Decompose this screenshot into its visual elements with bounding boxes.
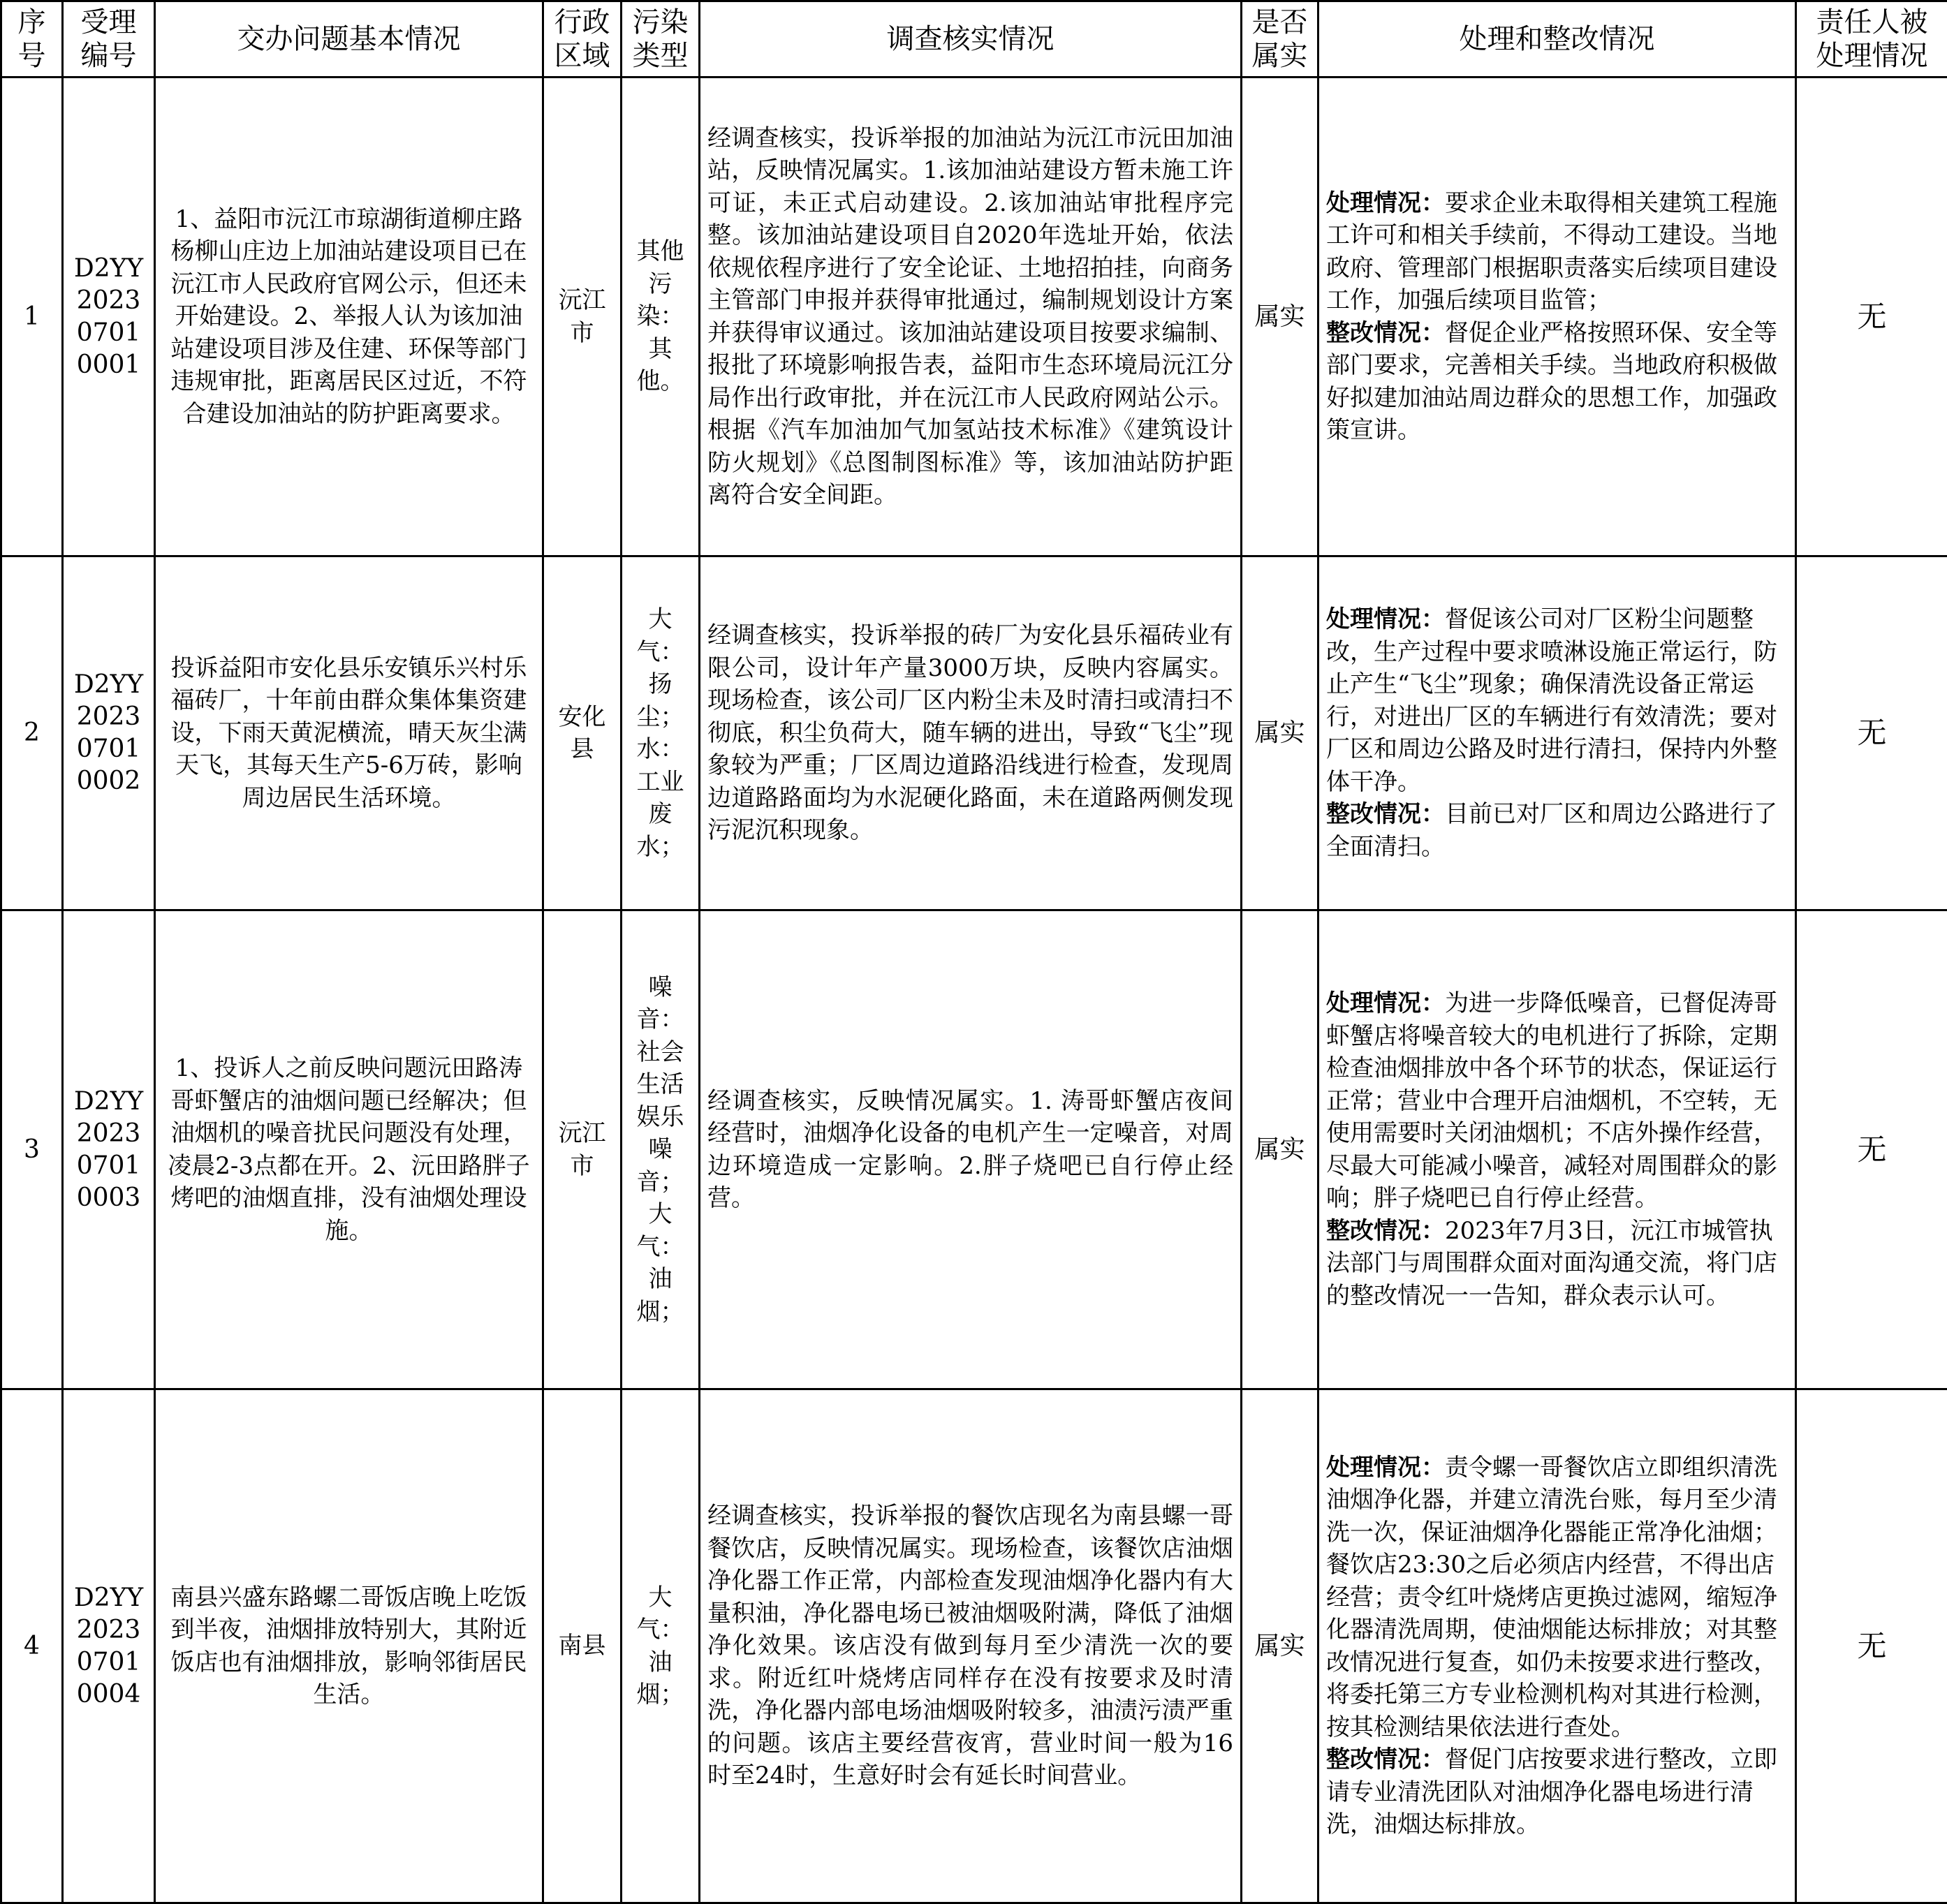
- table-row: [1, 1389, 1947, 1903]
- admin-area: 沅江市: [543, 78, 622, 556]
- header-responsible: 责任人被 处理情况: [1796, 1, 1947, 78]
- handling-text: 督促该公司对厂区粉尘问题整改，生产过程中要求喷淋设施正常运行，防止产生“飞尘”现象；确保清洗设备正常运行，对进出厂区的车辆进行有效清洗；要对厂区和周边公路及时进行清扫，保持内外整体干净。: [1326, 605, 1777, 796]
- header-handling: 处理和整改情况: [1318, 1, 1796, 78]
- is-true: 属实: [1242, 556, 1318, 910]
- responsible-handling: 无: [1796, 556, 1947, 910]
- rectify-text: 目前已对厂区和周边公路进行了全面清扫。: [1326, 800, 1777, 861]
- row-number: 1: [1, 78, 63, 556]
- header-truth: 是否 属实: [1242, 1, 1318, 78]
- row-number: 2: [1, 556, 63, 910]
- receipt-id: D2YY202307010004: [63, 1389, 155, 1903]
- rectify-text: 督促企业严格按照环保、安全等部门要求，完善相关手续。当地政府积极做好拟建加油站周边群众的思想工作，加强政策宣讲。: [1326, 319, 1777, 445]
- handling-label: 处理情况：: [1326, 605, 1445, 633]
- rectify-text: 2023年7月3日，沅江市城管执法部门与周围群众面对面沟通交流，将门店的整改情况一一告知，群众表示认可。: [1326, 1217, 1777, 1310]
- investigation-result: 经调查核实，投诉举报的加油站为沅江市沅田加油站，反映情况属实。1.该加油站建设方暂未施工许可证，未正式启动建设。2.该加油站审批程序完整。该加油站建设项目自2020年选址开始，依法依规依程序进行了安全论证、土地招拍挂，向商务主管部门申报并获得审批通过，编制规划设计方案并获得审议通过。该加油站建设项目按要求编制、报批了环境影响报告表，益阳市生态环境局沅江分局作出行政审批，并在沅江市人民政府网站公示。根据《汽车加油加气加氢站技术标准》《建筑设计防火规划》《总图制图标准》等，该加油站防护距离符合安全间距。: [700, 78, 1242, 556]
- admin-area: 沅江市: [543, 910, 622, 1389]
- header-investigation: 调查核实情况: [700, 1, 1242, 78]
- handling-rectification: [1318, 78, 1796, 556]
- pollution-type: 大气：扬尘；水：工业废水；: [622, 556, 700, 910]
- pollution-type: 其他污染：其他。: [622, 78, 700, 556]
- handling-label: 处理情况：: [1326, 1454, 1445, 1482]
- issue-basic-info: 1、益阳市沅江市琼湖街道柳庄路杨柳山庄边上加油站建设项目已在沅江市人民政府官网公示，但还未开始建设。2、举报人认为该加油站建设项目涉及住建、环保等部门违规审批，距离居民区过近，不符合建设加油站的防护距离要求。: [155, 78, 543, 556]
- investigation-result: 经调查核实，反映情况属实。1. 涛哥虾蟹店夜间经营时，油烟净化设备的电机产生一定噪音，对周边环境造成一定影响。2.胖子烧吧已自行停止经营。: [700, 910, 1242, 1389]
- investigation-result: 经调查核实，投诉举报的餐饮店现名为南县螺一哥餐饮店，反映情况属实。现场检查，该餐饮店油烟净化器工作正常，内部检查发现油烟净化器内有大量积油，净化器电场已被油烟吸附满，降低了油烟净化效果。该店没有做到每月至少清洗一次的要求。附近红叶烧烤店同样存在没有按要求及时清洗，净化器内部电场油烟吸附较多，油渍污渍严重的问题。该店主要经营夜宵，营业时间一般为16时至24时，生意好时会有延长时间营业。: [700, 1389, 1242, 1903]
- pollution-type: 大气：油烟；: [622, 1389, 700, 1903]
- header-area: 行政 区域: [543, 1, 622, 78]
- admin-area: 安化县: [543, 556, 622, 910]
- handling-text: 要求企业未取得相关建筑工程施工许可和相关手续前，不得动工建设。当地政府、管理部门根据职责落实后续项目建设工作，加强后续项目监管；: [1326, 189, 1777, 315]
- header-basic: 交办问题基本情况: [155, 1, 543, 78]
- is-true: 属实: [1242, 910, 1318, 1389]
- rectify-label: 整改情况：: [1326, 1746, 1445, 1773]
- responsible-handling: 无: [1796, 910, 1947, 1389]
- handling-text: 为进一步降低噪音，已督促涛哥虾蟹店将噪音较大的电机进行了拆除，定期检查油烟排放中各个环节的状态，保证运行正常；营业中合理开启油烟机，不空转，无使用需要时关闭油烟机；不店外操作经营，尽最大可能减小噪音，减轻对周围群众的影响；胖子烧吧已自行停止经营。: [1326, 989, 1777, 1212]
- header-pollution: 污染 类型: [622, 1, 700, 78]
- issue-basic-info: 南县兴盛东路螺二哥饭店晚上吃饭到半夜，油烟排放特别大，其附近饭店也有油烟排放，影响邻街居民生活。: [155, 1389, 543, 1903]
- handling-rectification: [1318, 910, 1796, 1389]
- row-number: 4: [1, 1389, 63, 1903]
- receipt-id: D2YY202307010001: [63, 78, 155, 556]
- is-true: 属实: [1242, 1389, 1318, 1903]
- receipt-id: D2YY202307010002: [63, 556, 155, 910]
- is-true: 属实: [1242, 78, 1318, 556]
- header-id: 受理 编号: [63, 1, 155, 78]
- handling-rectification: [1318, 1389, 1796, 1903]
- issue-basic-info: 投诉益阳市安化县乐安镇乐兴村乐福砖厂，十年前由群众集体集资建设，下雨天黄泥横流，晴天灰尘满天飞，其每天生产5-6万砖，影响周边居民生活环境。: [155, 556, 543, 910]
- handling-rectification: [1318, 556, 1796, 910]
- responsible-handling: 无: [1796, 1389, 1947, 1903]
- header-row: [1, 1, 1947, 78]
- table-row: [1, 556, 1947, 910]
- issue-basic-info: 1、投诉人之前反映问题沅田路涛哥虾蟹店的油烟问题已经解决；但油烟机的噪音扰民问题没有处理，凌晨2-3点都在开。2、沅田路胖子烤吧的油烟直排，没有油烟处理设施。: [155, 910, 543, 1389]
- rectify-label: 整改情况：: [1326, 319, 1445, 347]
- handling-label: 处理情况：: [1326, 189, 1445, 217]
- rectify-label: 整改情况：: [1326, 800, 1445, 828]
- table-row: [1, 910, 1947, 1389]
- rectify-text: 督促门店按要求进行整改，立即请专业清洗团队对油烟净化器电场进行清洗，油烟达标排放。: [1326, 1746, 1777, 1838]
- rectify-label: 整改情况：: [1326, 1217, 1445, 1245]
- receipt-id: D2YY202307010003: [63, 910, 155, 1389]
- row-number: 3: [1, 910, 63, 1389]
- pollution-type: 噪音：社会生活娱乐噪音；大气：油烟；: [622, 910, 700, 1389]
- responsible-handling: 无: [1796, 78, 1947, 556]
- header-num: 序 号: [1, 1, 63, 78]
- handling-text: 责令螺一哥餐饮店立即组织清洗油烟净化器，并建立清洗台账，每月至少清洗一次，保证油烟净化器能正常净化油烟；餐饮店23:30之后必须店内经营，不得出店经营；责令红叶烧烤店更换过滤网，缩短净化器清洗周期，使油烟能达标排放；对其整改情况进行复查，如仍未按要求进行整改，将委托第三方专业检测机构对其进行检测，按其检测结果依法进行查处。: [1326, 1454, 1777, 1741]
- investigation-result: 经调查核实，投诉举报的砖厂为安化县乐福砖业有限公司，设计年产量3000万块，反映内容属实。现场检查，该公司厂区内粉尘未及时清扫或清扫不彻底，积尘负荷大，随车辆的进出，导致“飞尘”现象较为严重；厂区周边道路沿线进行检查，发现周边道路路面均为水泥硬化路面，未在道路两侧发现污泥沉积现象。: [700, 556, 1242, 910]
- table-row: [1, 78, 1947, 556]
- handling-label: 处理情况：: [1326, 989, 1445, 1017]
- admin-area: 南县: [543, 1389, 622, 1903]
